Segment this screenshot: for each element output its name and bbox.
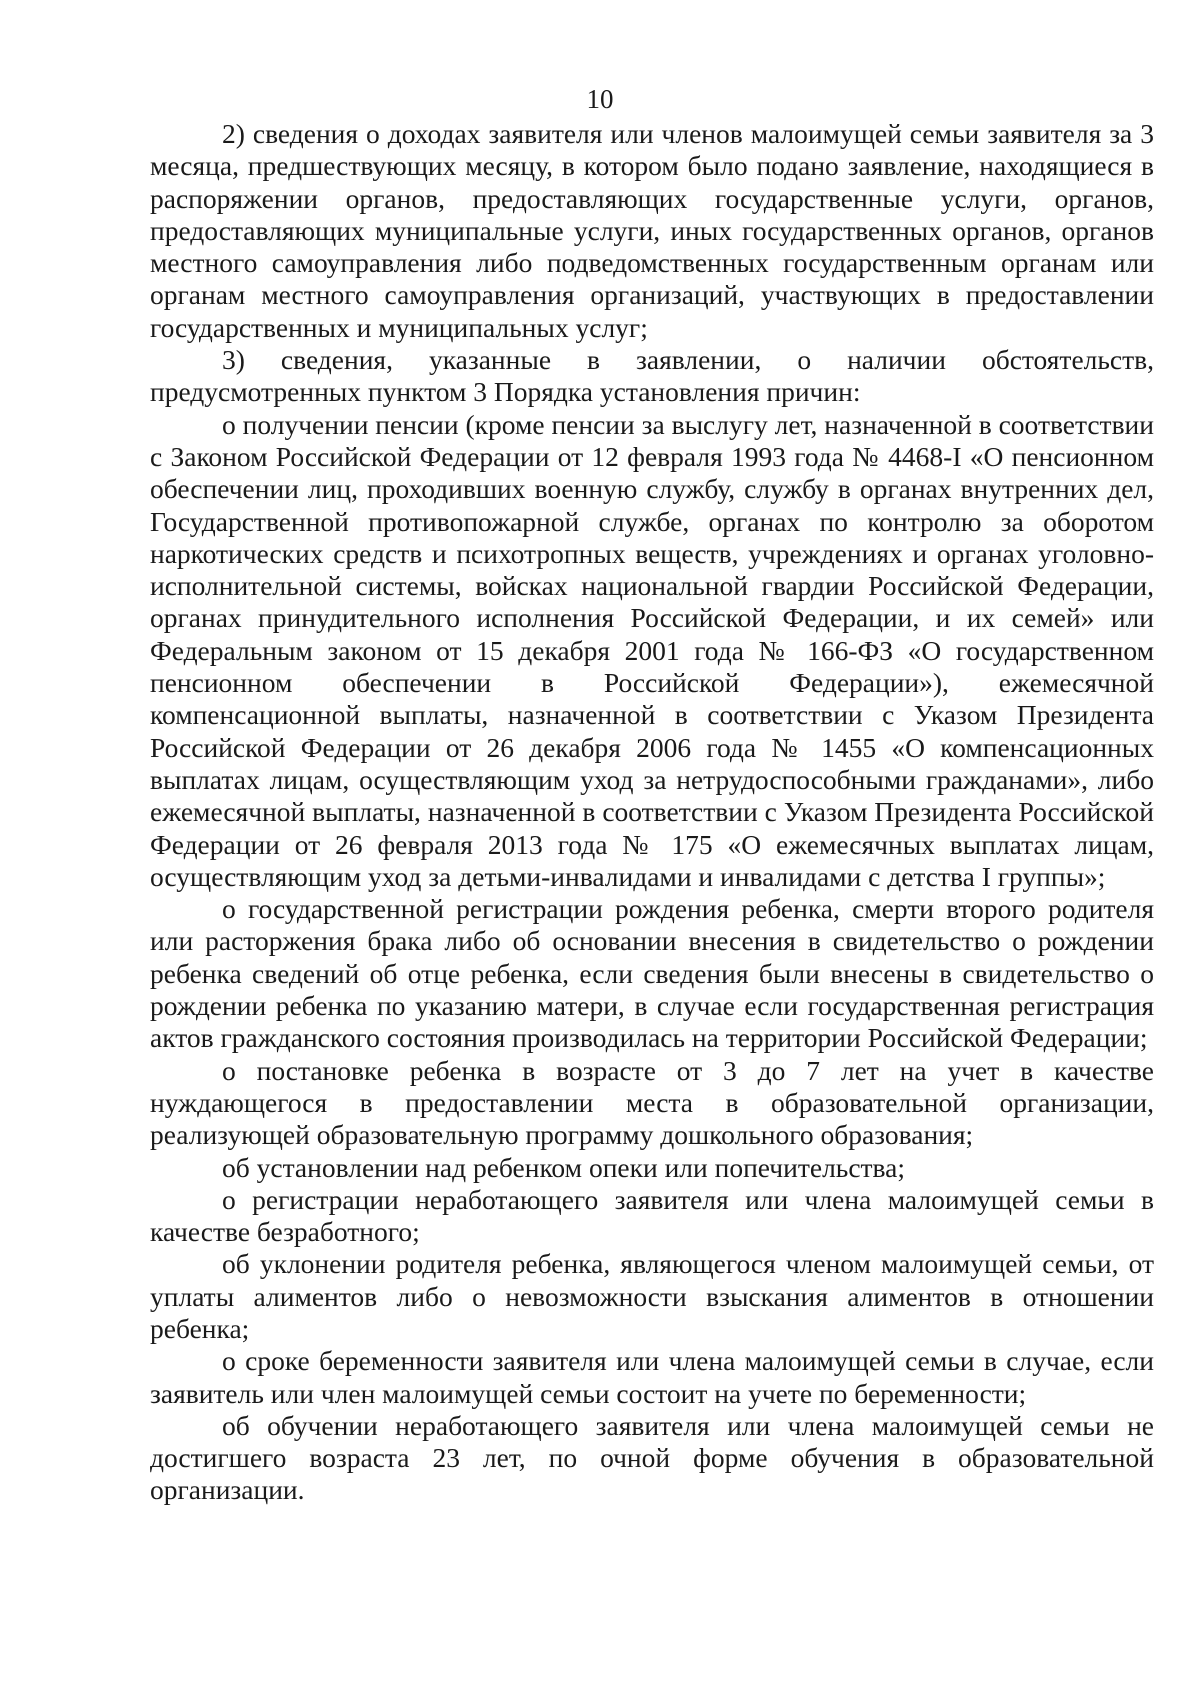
document-body	[150, 118, 1154, 1507]
paragraph-preschool-queue: о постановке ребенка в возрасте от 3 до 7 лет на учет в качестве нуждающегося в предоставлении места в образовательной организации, реализующей образовательную программу дошкольного образования;	[150, 1054, 1154, 1151]
page-number: 10	[586, 84, 614, 114]
paragraph-circumstances-info: 3) сведения, указанные в заявлении, о наличии обстоятельств, предусмотренных пунктом 3 Порядка установления причин:	[150, 344, 1154, 408]
paragraph-income-info: 2) сведения о доходах заявителя или членов малоимущей семьи заявителя за 3 месяца, предшествующих месяцу, в котором было подано заявление, находящиеся в распоряжении органов, предоставляющих государственные услуги, органов, предоставляющих муниципальные услуги, иных государственных органов, органов местного самоуправления либо подведомственных государственным органам или органам местного самоуправления организаций, участвующих в предоставлении государственных и муниципальных услуг;	[150, 118, 1154, 343]
paragraph-full-time-study: об обучении неработающего заявителя или члена малоимущей семьи не достигшего возраста 23 лет, по очной форме обучения в образовательной организации.	[150, 1409, 1154, 1506]
paragraph-pension: о получении пенсии (кроме пенсии за выслугу лет, назначенной в соответствии с Законом Российской Федерации от 12 февраля 1993 года № 4468-I «О пенсионном обеспечении лиц, проходивших военную службу, службу в органах внутренних дел, Государственной противопожарной службе, органах по контролю за оборотом наркотических средств и психотропных веществ, учреждениях и органах уголовно-исполнительной системы, войсках национальной гвардии Российской Федерации, органах принудительного исполнения Российской Федерации, и их семей» или Федеральным законом от 15 декабря 2001 года № 166-ФЗ «О государственном пенсионном обеспечении в Российской Федерации»), ежемесячной компенсационной выплаты, назначенной в соответствии с Указом Президента Российской Федерации от 26 декабря 2006 года № 1455 «О компенсационных выплатах лицам, осуществляющим уход за нетрудоспособными гражданами», либо ежемесячной выплаты, назначенной в соответствии с Указом Президента Российской Федерации от 26 февраля 2013 года № 175 «О ежемесячных выплатах лицам, осуществляющим уход за детьми-инвалидами и инвалидами с детства I группы»;	[150, 408, 1154, 892]
paragraph-pregnancy: о сроке беременности заявителя или члена малоимущей семьи в случае, если заявитель или член малоимущей семьи состоит на учете по беременности;	[150, 1345, 1154, 1409]
paragraph-unemployed-registration: о регистрации неработающего заявителя или члена малоимущей семьи в качестве безработного;	[150, 1183, 1154, 1248]
paragraph-alimony: об уклонении родителя ребенка, являющегося членом малоимущей семьи, от уплаты алиментов либо о невозможности взыскания алиментов в отношении ребенка;	[150, 1248, 1154, 1344]
paragraph-civil-registration: о государственной регистрации рождения ребенка, смерти второго родителя или расторжения брака либо об основании внесения в свидетельство о рождении ребенка сведений об отце ребенка, если сведения были внесены в свидетельство о рождении ребенка по указанию матери, в случае если государственная регистрация актов гражданского состояния производилась на территории Российской Федерации;	[150, 893, 1154, 1054]
paragraph-guardianship: об установлении над ребенком опеки или попечительства;	[222, 1151, 906, 1183]
